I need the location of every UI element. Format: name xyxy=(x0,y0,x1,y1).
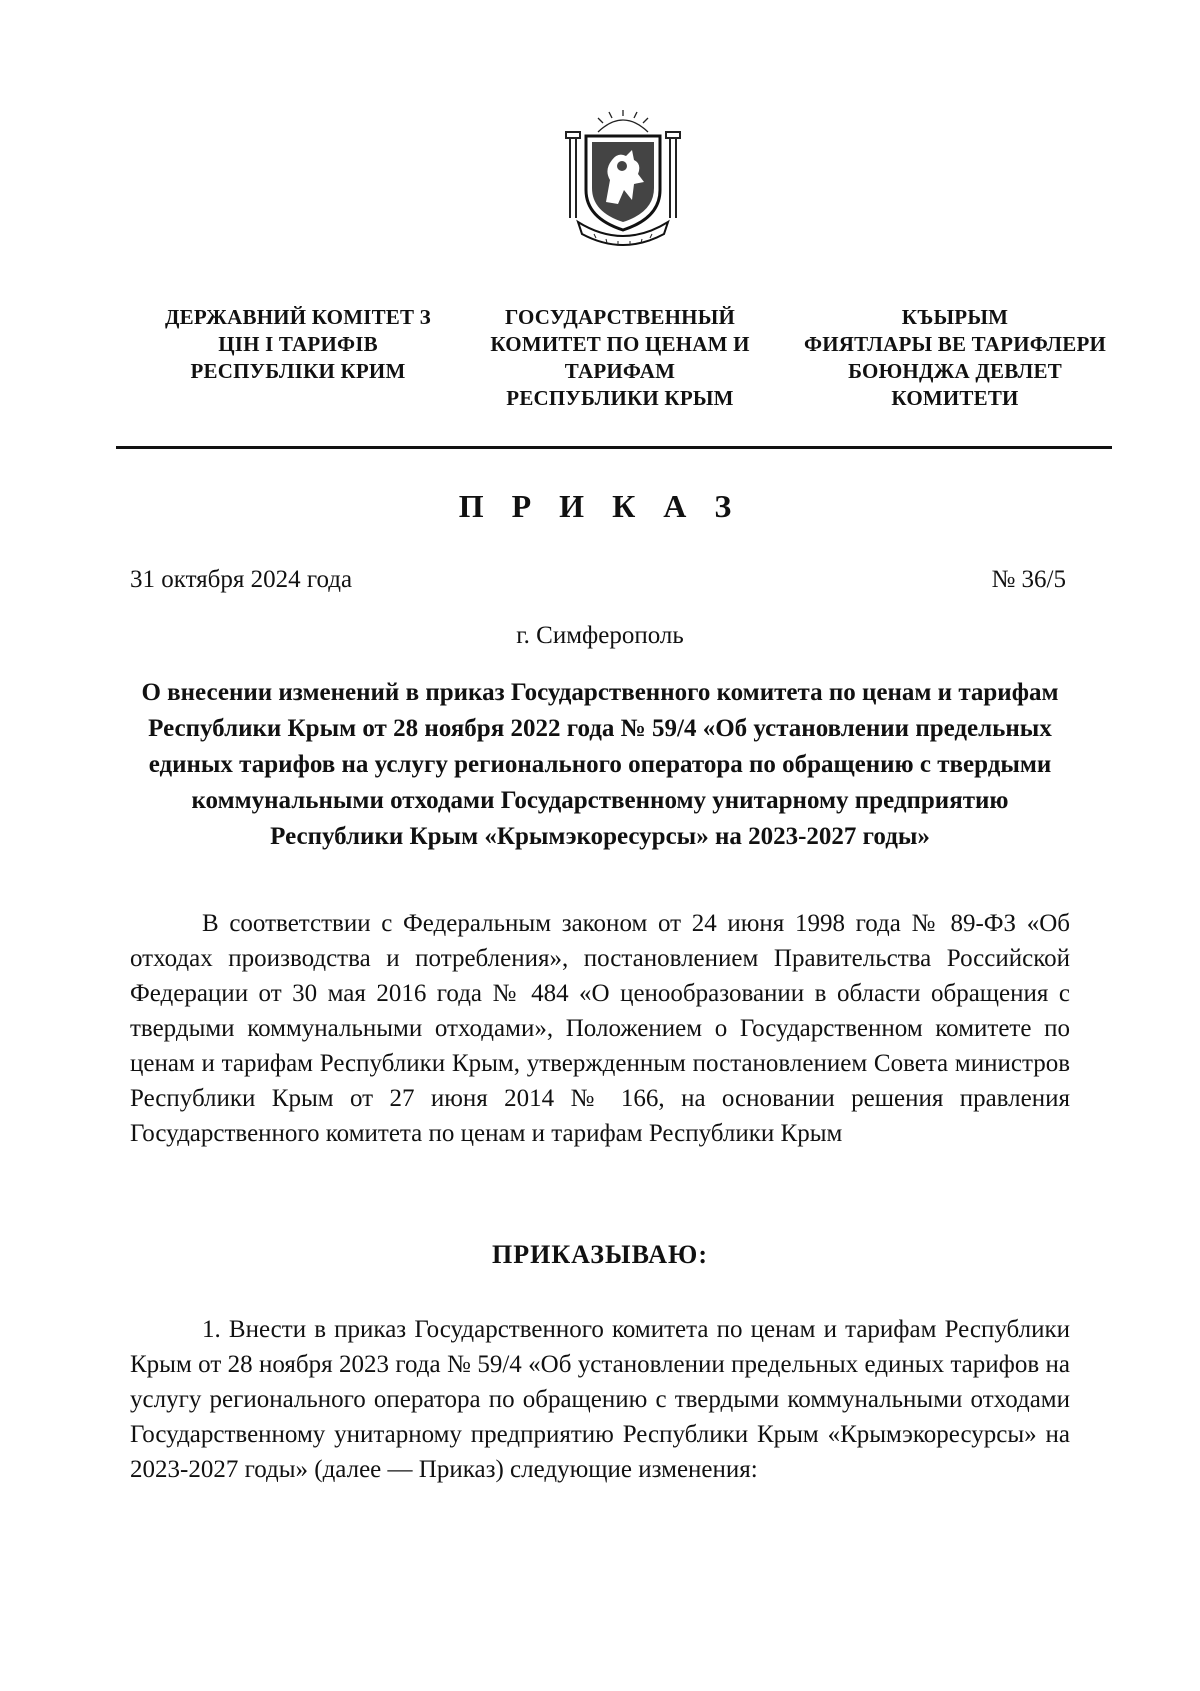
header-crimean-tatar xyxy=(790,304,1120,412)
header-line: КОМИТЕТ ПО ЦЕНАМ И xyxy=(490,332,750,356)
header-line: КЪЫРЫМ xyxy=(901,305,1009,329)
header-line: РЕСПУБЛІКИ КРИМ xyxy=(190,359,406,383)
header-ukrainian xyxy=(148,304,448,385)
document-city: г. Симферополь xyxy=(516,622,684,649)
header-line: ДЕРЖАВНИЙ КОМІТЕТ З xyxy=(165,305,431,329)
document-title: П Р И К А З xyxy=(458,488,742,524)
preamble-paragraph: В соответствии с Федеральным законом от 24 июня 1998 года № 89-ФЗ «Об отходах производства и потребления», постановлением Правительства Российской Федерации от 30 мая 2016 года № 484 «О ценообразовании в области обращения с твердыми коммунальными отходами», Положением о Государственном комитете по ценам и тарифам Республики Крым, утвержденным постановлением Совета министров Республики Крым от 27 июня 2014 № 166, на основании решения правления Государственного комитета по ценам и тарифам Республики Крым xyxy=(130,910,1070,1147)
header-line: РЕСПУБЛИКИ КРЫМ xyxy=(506,386,734,410)
header-line: ТАРИФАМ xyxy=(564,359,676,383)
header-line: ЦІН І ТАРИФІВ xyxy=(218,332,378,356)
crimea-coat-of-arms-icon xyxy=(560,110,686,250)
header-russian xyxy=(470,304,770,412)
document-subject: О внесении изменений в приказ Государственного комитета по ценам и тарифам Республики Крым от 28 ноября 2022 года № 59/4 «Об установлении предельных единых тарифов на услугу регионального оператора по обращению с твердыми коммунальными отходами Государственному унитарному предприятию Республики Крым «Крымэкоресурсы» на 2023-2027 годы» xyxy=(141,679,1059,850)
document-date: 31 октября 2024 года xyxy=(130,566,353,593)
header-line: БОЮНДЖА ДЕВЛЕТ xyxy=(848,359,1062,383)
item-1-paragraph: 1. Внести в приказ Государственного комитета по ценам и тарифам Республики Крым от 28 ноября 2023 года № 59/4 «Об установлении предельных единых тарифов на услугу регионального оператора по обращению с твердыми коммунальными отходами Государственному унитарному предприятию Республики Крым «Крымэкоресурсы» на 2023-2027 годы» (далее — Приказ) следующие изменения: xyxy=(130,1316,1070,1483)
header-line: ФИЯТЛАРЫ ВЕ ТАРИФЛЕРИ xyxy=(803,332,1107,356)
document-number: № 36/5 xyxy=(991,566,1066,593)
decree-heading: ПРИКАЗЫВАЮ: xyxy=(492,1240,708,1269)
header-line: КОМИТЕТИ xyxy=(891,386,1019,410)
header-line: ГОСУДАРСТВЕННЫЙ xyxy=(504,305,736,329)
header-divider xyxy=(116,446,1112,449)
